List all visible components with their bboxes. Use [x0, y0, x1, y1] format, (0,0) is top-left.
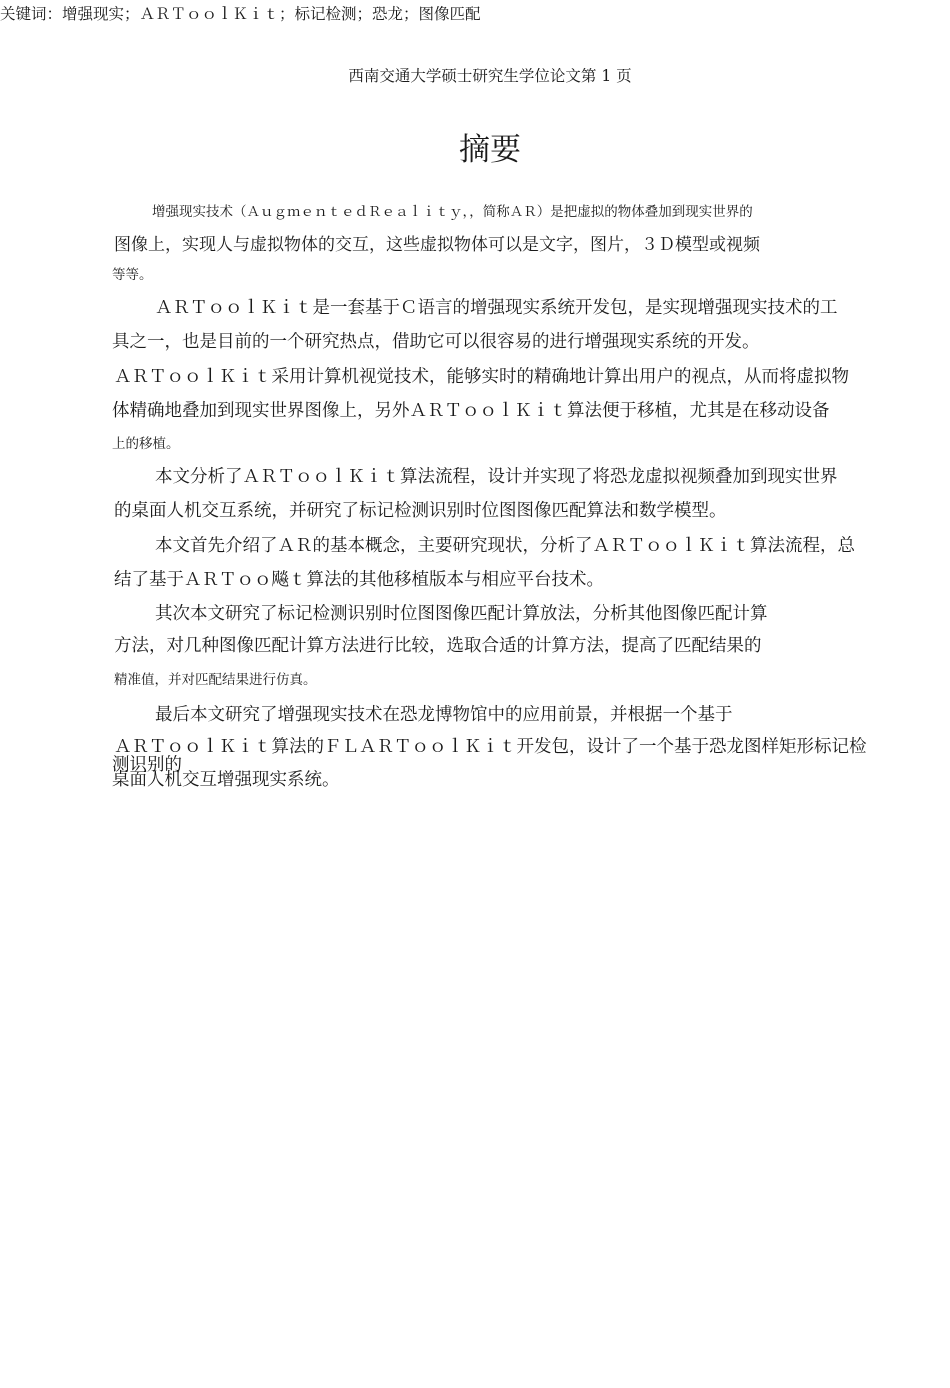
paragraph-line: 的桌面人机交互系统，并研究了标记检测识别时位图图像匹配算法和数学模型。 [114, 501, 727, 521]
paragraph-line: 结了基于ＡＲＴｏｏ飚ｔ算法的其他移植版本与相应平台技术。 [114, 570, 604, 590]
paragraph-line: ＡＲＴｏｏｌＫｉｔ是一套基于Ｃ语言的增强现实系统开发包，是实现增强现实技术的工 [155, 298, 838, 318]
paragraph-line: 桌面人机交互增强现实系统。 [112, 770, 340, 790]
paragraph-line: 测识别的 [112, 755, 182, 775]
paragraph-line: 本文分析了ＡＲＴｏｏｌＫｉｔ算法流程，设计并实现了将恐龙虚拟视频叠加到现实世界 [155, 467, 838, 487]
paragraph-line: 上的移植。 [112, 436, 180, 452]
paragraph-line: 具之一，也是目前的一个研究热点，借助它可以很容易的进行增强现实系统的开发。 [112, 332, 760, 352]
paragraph-line: 体精确地叠加到现实世界图像上，另外ＡＲＴｏｏｌＫｉｔ算法便于移植，尤其是在移动设备 [112, 401, 830, 421]
paragraph-line: 精准值，并对匹配结果进行仿真。 [114, 672, 317, 688]
paragraph-line: 最后本文研究了增强现实技术在恐龙博物馆中的应用前景，并根据一个基于 [155, 705, 733, 725]
keywords-line: 关键词：增强现实；ＡＲＴｏｏｌＫｉｔ；标记检测；恐龙；图像匹配 [0, 5, 481, 23]
paragraph-line: 等等。 [112, 267, 153, 283]
paragraph-line: 图像上，实现人与虚拟物体的交互，这些虚拟物体可以是文字，图片，３Ｄ模型或视频 [114, 235, 760, 255]
paragraph-line: 方法，对几种图像匹配计算方法进行比较，选取合适的计算方法，提高了匹配结果的 [114, 636, 762, 656]
paragraph-line: ＡＲＴｏｏｌＫｉｔ采用计算机视觉技术，能够实时的精确地计算出用户的视点，从而将虚拟物 [114, 367, 849, 387]
page-header: 西南交通大学硕士研究生学位论文第 1 页 [348, 67, 632, 85]
paragraph-line: ＡＲＴｏｏｌＫｉｔ算法的ＦＬＡＲＴｏｏｌＫｉｔ开发包，设计了一个基于恐龙图样矩形标记检 [114, 737, 867, 757]
paragraph-line: 本文首先介绍了ＡＲ的基本概念，主要研究现状，分析了ＡＲＴｏｏｌＫｉｔ算法流程，总 [155, 536, 855, 556]
paragraph-line: 增强现实技术（ＡｕｇｍｅｎｔｅｄＲｅａｌｉｔｙ，，简称ＡＲ）是把虚拟的物体叠加到现实世界的 [152, 204, 753, 220]
page-title: 摘要 [459, 132, 521, 168]
paragraph-line: 其次本文研究了标记检测识别时位图图像匹配计算放法，分析其他图像匹配计算 [155, 604, 768, 624]
